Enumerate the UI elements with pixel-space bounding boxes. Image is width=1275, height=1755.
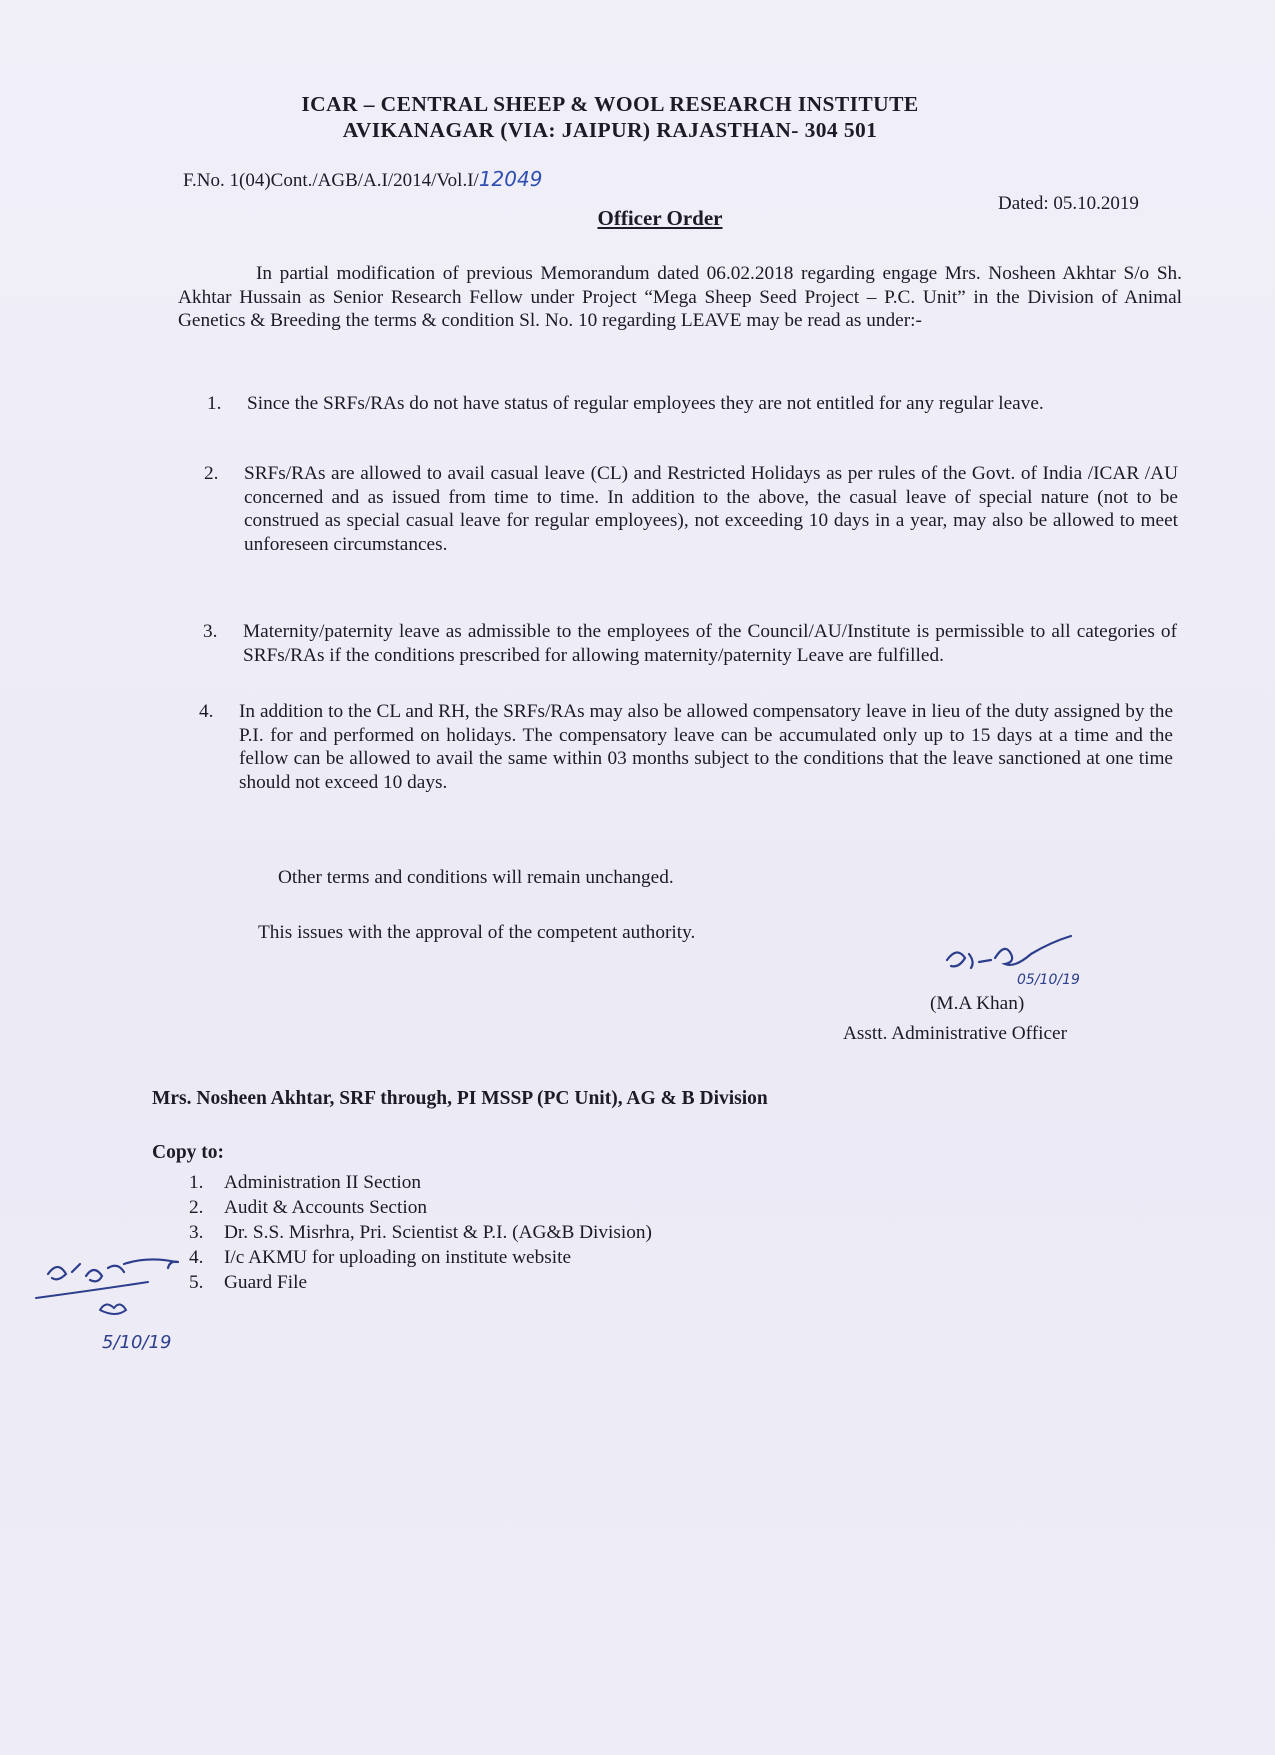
item-text: SRFs/RAs are allowed to avail casual leave (CL) and Restricted Holidays as per rules of the Govt. of India /ICAR /AU concerned and as issued from time to time. In addition to the above, the casual leave of special nature (not to be construed as special casual leave for regular employees), not exceeding 10 days in a year, may also be allowed to meet unforeseen circumstances.: [244, 463, 1178, 555]
list-item-number: 5.: [189, 1272, 204, 1293]
item-number: 4.: [199, 701, 214, 722]
list-item-text: I/c AKMU for uploading on institute website: [224, 1247, 572, 1268]
file-number: [183, 167, 542, 192]
list-item: [189, 1245, 652, 1270]
copy-to-list: [189, 1170, 652, 1295]
addressee-line: Mrs. Nosheen Akhtar, SRF through, PI MSSP (PC Unit), AG & B Division: [152, 1088, 768, 1109]
list-item-text: Guard File: [224, 1272, 307, 1293]
leave-condition-item: [199, 700, 1173, 794]
list-item: [189, 1220, 652, 1245]
item-text: In addition to the CL and RH, the SRFs/RAs may also be allowed compensatory leave in lieu of the duty assigned by the P.I. for and performed on holidays. The compensatory leave can be accumulated only up to 15 days at a time and the fellow can be allowed to avail the same within 03 months subject to the conditions that the leave sanctioned at one time should not exceed 10 days.: [239, 701, 1173, 793]
list-item-text: Audit & Accounts Section: [224, 1197, 427, 1218]
item-text: Since the SRFs/RAs do not have status of regular employees they are not entitled for any regular leave.: [247, 393, 1044, 414]
item-text: Maternity/paternity leave as admissible to the employees of the Council/AU/Institute is permissible to all categories of SRFs/RAs if the conditions prescribed for allowing maternity/paternity Leave are fulfilled.: [243, 621, 1177, 666]
copy-to-label: Copy to:: [152, 1142, 225, 1163]
file-number-handwritten: 12049: [478, 167, 543, 191]
list-item-number: 1.: [189, 1172, 204, 1193]
institute-address: AVIKANAGAR (VIA: JAIPUR) RAJASTHAN- 304 501: [342, 118, 878, 142]
item-number: 1.: [207, 393, 222, 414]
leave-condition-item: [203, 620, 1177, 667]
signature-mark: [935, 932, 1105, 992]
annotation-date: 5/10/19: [102, 1332, 172, 1353]
list-item-number: 3.: [189, 1222, 204, 1243]
approval-note: This issues with the approval of the competent authority.: [258, 922, 696, 943]
file-number-printed: F.No. 1(04)Cont./AGB/A.I/2014/Vol.I/: [183, 170, 479, 191]
leave-condition-item: [204, 462, 1178, 556]
handwritten-annotation: [28, 1252, 228, 1362]
list-item: [189, 1195, 652, 1220]
list-item-text: Administration II Section: [224, 1172, 422, 1193]
signatory-name: (M.A Khan): [930, 993, 1025, 1014]
order-date: Dated: 05.10.2019: [998, 193, 1139, 214]
leave-condition-item: [207, 392, 1181, 416]
list-item-number: 2.: [189, 1197, 204, 1218]
item-number: 2.: [204, 463, 219, 484]
other-terms-note: Other terms and conditions will remain unchanged.: [278, 867, 674, 888]
signatory-designation: Asstt. Administrative Officer: [843, 1023, 1068, 1044]
list-item-text: Dr. S.S. Misrhra, Pri. Scientist & P.I. (AG&B Division): [224, 1222, 652, 1243]
list-item: [189, 1270, 652, 1295]
list-item-number: 4.: [189, 1247, 204, 1268]
signature-date: 05/10/19: [1017, 972, 1080, 988]
institute-name: ICAR – CENTRAL SHEEP & WOOL RESEARCH INSTITUTE: [301, 92, 919, 116]
item-number: 3.: [203, 621, 218, 642]
document-title: Officer Order: [597, 206, 723, 230]
intro-paragraph: In partial modification of previous Memorandum dated 06.02.2018 regarding engage Mrs. Nosheen Akhtar S/o Sh. Akhtar Hussain as Senior Research Fellow under Project “Mega Sheep Seed Project – P.C. Unit” in the Division of Animal Genetics & Breeding the terms & condition Sl. No. 10 regarding LEAVE may be read as under:-: [178, 263, 1182, 331]
list-item: [189, 1170, 652, 1195]
